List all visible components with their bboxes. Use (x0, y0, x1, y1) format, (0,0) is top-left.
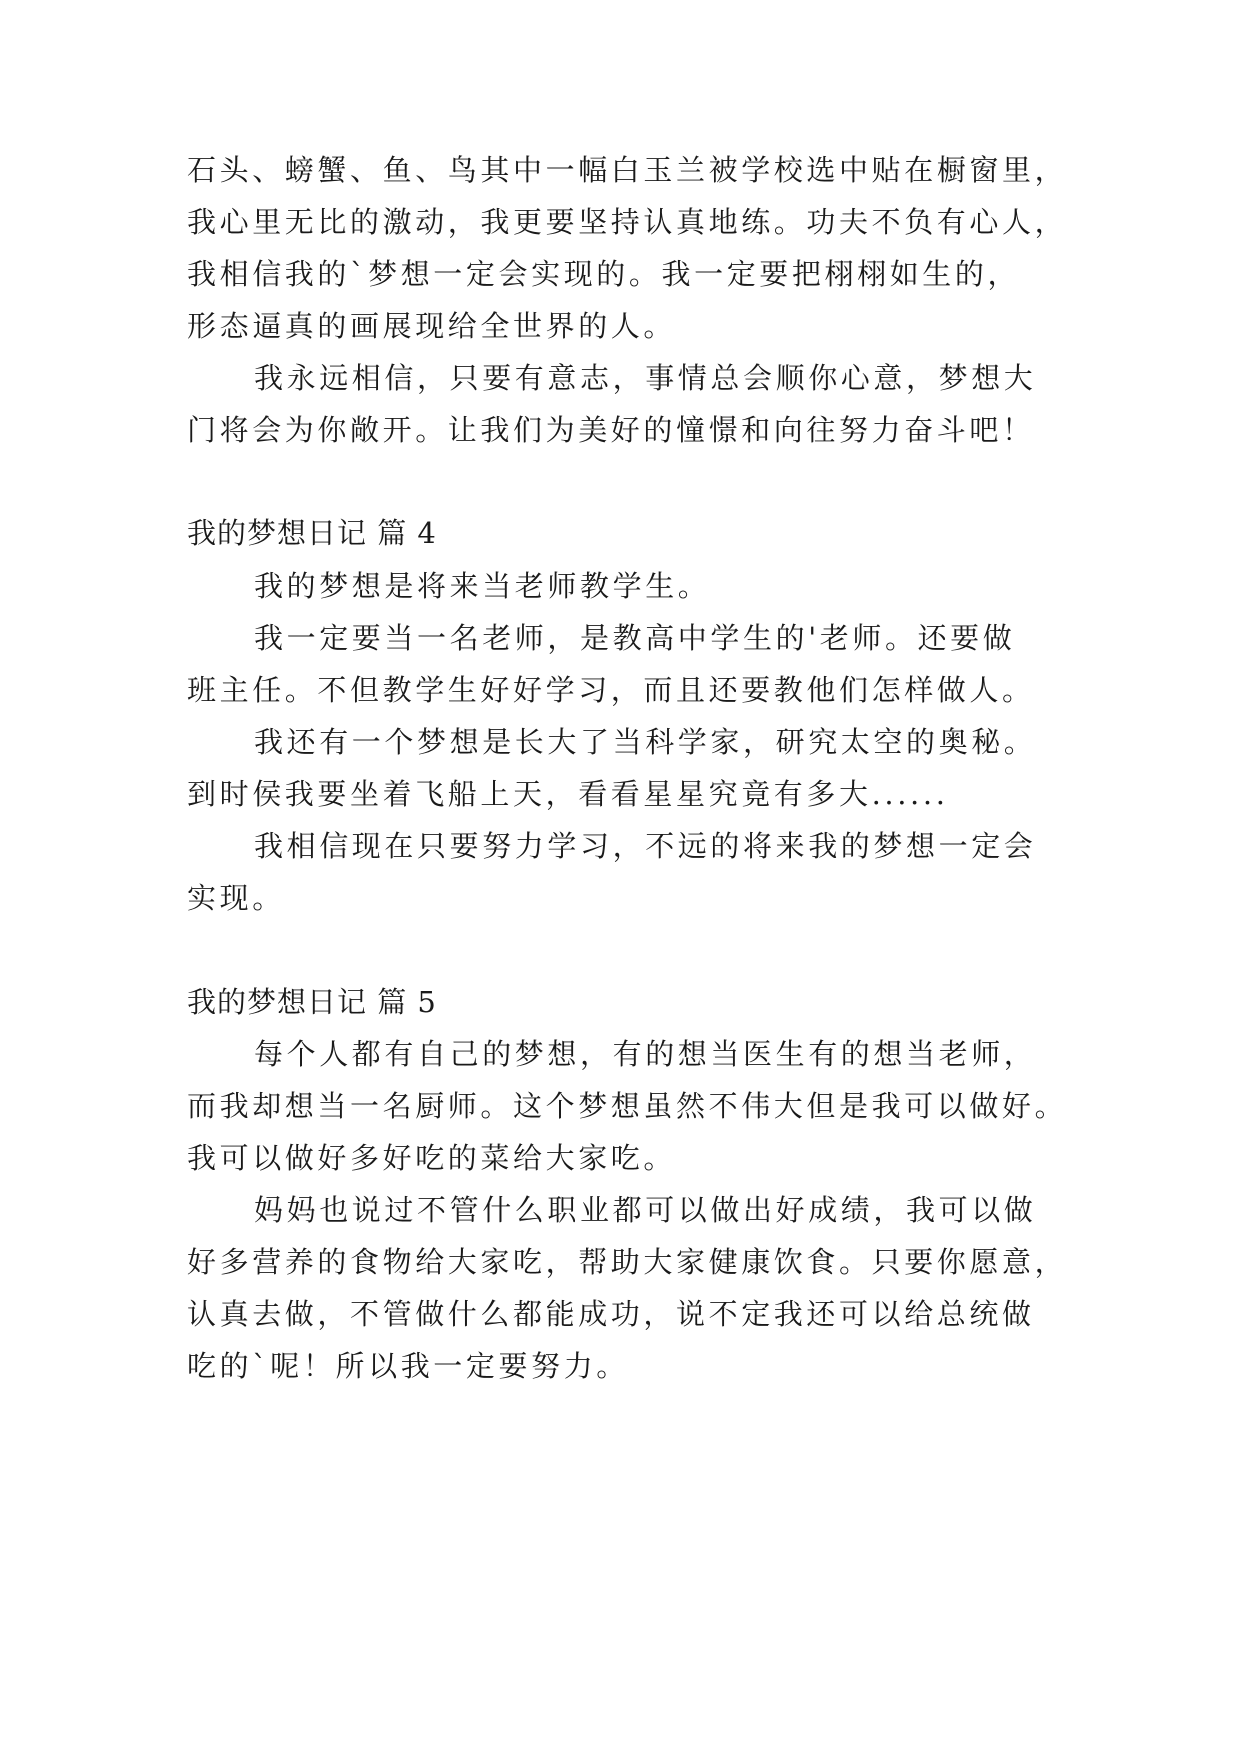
paragraph-line: 实现。 (187, 881, 285, 915)
paragraph-line: 我可以做好多好吃的菜给大家吃。 (187, 1141, 677, 1175)
paragraph-line: 每个人都有自己的梦想，有的想当医生有的想当老师， (254, 1037, 1037, 1071)
paragraph-line: 我相信现在只要努力学习，不远的将来我的梦想一定会 (254, 829, 1037, 863)
paragraph-line: 到时侯我要坐着飞船上天，看看星星究竟有多大...... (187, 777, 949, 811)
paragraph-line: 我还有一个梦想是长大了当科学家，研究太空的奥秘。 (254, 725, 1037, 759)
paragraph-line: 认真去做，不管做什么都能成功，说不定我还可以给总统做 (187, 1297, 1035, 1331)
paragraph-line: 班主任。不但教学生好好学习，而且还要教他们怎样做人。 (187, 673, 1035, 707)
paragraph-line: 妈妈也说过不管什么职业都可以做出好成绩，我可以做 (254, 1193, 1037, 1227)
paragraph-line: 我相信我的`梦想一定会实现的。我一定要把栩栩如生的， (187, 257, 1021, 291)
paragraph-line: 形态逼真的画展现给全世界的人。 (187, 309, 677, 343)
paragraph-line: 好多营养的食物给大家吃，帮助大家健康饮食。只要你愿意， (187, 1245, 1068, 1279)
paragraph-line: 门将会为你敞开。让我们为美好的憧憬和向往努力奋斗吧！ (187, 413, 1035, 447)
paragraph-line: 石头、螃蟹、鱼、鸟其中一幅白玉兰被学校选中贴在橱窗里， (187, 153, 1068, 187)
paragraph-line: 我一定要当一名老师，是教高中学生的'老师。还要做 (254, 621, 1016, 655)
paragraph-line: 我的梦想是将来当老师教学生。 (254, 569, 711, 603)
paragraph-line: 而我却想当一名厨师。这个梦想虽然不伟大但是我可以做好。 (187, 1089, 1068, 1123)
section-heading: 我的梦想日记 篇 4 (187, 516, 437, 550)
paragraph-line: 我永远相信，只要有意志，事情总会顺你心意，梦想大 (254, 361, 1037, 395)
paragraph-line: 吃的`呢！所以我一定要努力。 (187, 1349, 629, 1383)
paragraph-line: 我心里无比的激动，我更要坚持认真地练。功夫不负有心人， (187, 205, 1068, 239)
section-heading: 我的梦想日记 篇 5 (187, 985, 437, 1019)
